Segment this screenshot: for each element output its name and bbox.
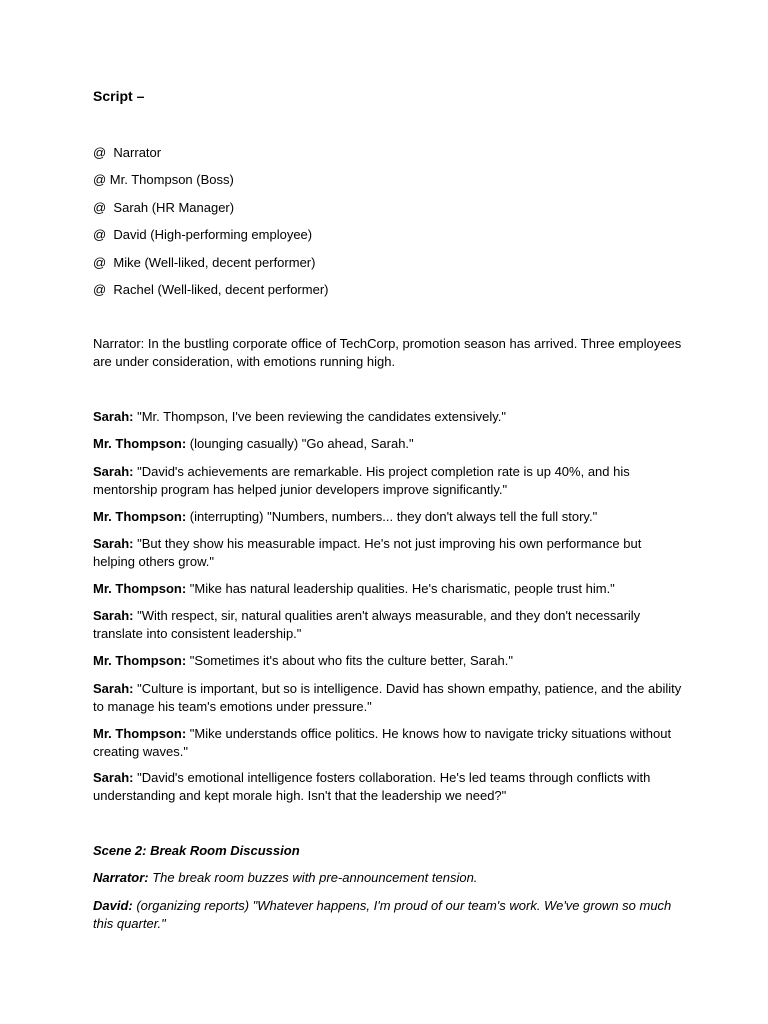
- cast-list: [93, 144, 328, 308]
- dialogue-text: (interrupting) "Numbers, numbers... they don't always tell the full story.": [186, 509, 598, 524]
- dialogue-text: (lounging casually) "Go ahead, Sarah.": [186, 436, 414, 451]
- cast-item-rachel: @ Rachel (Well-liked, decent performer): [93, 281, 329, 297]
- dialogue-line: [93, 463, 683, 499]
- speaker-name: Sarah:: [93, 681, 134, 696]
- dialogue-line: [93, 435, 683, 453]
- speaker-name: Sarah:: [93, 409, 134, 424]
- dialogue-text: (organizing reports) "Whatever happens, I'm proud of our team's work. We've grown so much this quarter.": [93, 898, 672, 931]
- speaker-name: Sarah:: [93, 770, 134, 785]
- speaker-name: Mr. Thompson:: [93, 509, 187, 524]
- speaker-name: Narrator:: [93, 870, 149, 885]
- speaker-name: Mr. Thompson:: [93, 726, 187, 741]
- dialogue-line: [93, 680, 683, 716]
- speaker-name: Sarah:: [93, 608, 134, 623]
- dialogue-line: [93, 897, 683, 933]
- speaker-name: Mr. Thompson:: [93, 581, 187, 596]
- dialogue-text: "But they show his measurable impact. He's not just improving his own performance but helping others grow.": [93, 536, 642, 569]
- dialogue-text: "David's emotional intelligence fosters collaboration. He's led teams through conflicts with understanding and kept morale high. Isn't that the leadership we need?": [93, 770, 651, 803]
- dialogue-text: "With respect, sir, natural qualities aren't always measurable, and they don't necessarily translate into consistent leadership.": [93, 608, 641, 641]
- script-title: Script –: [93, 88, 145, 104]
- scene-heading: Scene 2: Break Room Discussion: [93, 843, 300, 858]
- dialogue-line: [93, 508, 683, 526]
- dialogue-line: [93, 535, 683, 571]
- speaker-name: David:: [93, 898, 133, 913]
- dialogue-text: "Mike has natural leadership qualities. He's charismatic, people trust him.": [186, 581, 615, 596]
- speaker-name: Mr. Thompson:: [93, 436, 187, 451]
- cast-item-mr-thompson: @ Mr. Thompson (Boss): [93, 172, 234, 188]
- speaker-name: Sarah:: [93, 464, 134, 479]
- dialogue-line: [93, 408, 683, 426]
- dialogue-text: The break room buzzes with pre-announcement tension.: [148, 870, 478, 885]
- dialogue-text: "Mr. Thompson, I've been reviewing the candidates extensively.": [133, 409, 507, 424]
- dialogue-line: [93, 869, 683, 887]
- dialogue-text: "Mike understands office politics. He knows how to navigate tricky situations without creating waves.": [93, 726, 672, 759]
- dialogue-text: "David's achievements are remarkable. His project completion rate is up 40%, and his mentorship program has helped junior developers improve significantly.": [93, 464, 630, 497]
- cast-item-sarah: @ Sarah (HR Manager): [93, 199, 235, 215]
- cast-item-narrator: @ Narrator: [93, 145, 162, 160]
- dialogue-text: "Sometimes it's about who fits the culture better, Sarah.": [186, 653, 513, 668]
- dialogue-text: "Culture is important, but so is intelligence. David has shown empathy, patience, and the ability to manage his team's emotions under pressure.": [93, 681, 682, 714]
- intro-paragraph: Narrator: In the bustling corporate office of TechCorp, promotion season has arrived. Three employees are under consideration, with emotions running high.: [93, 336, 682, 369]
- cast-item-david: @ David (High-performing employee): [93, 227, 313, 243]
- dialogue-line: [93, 580, 683, 598]
- dialogue-line: [93, 652, 683, 670]
- cast-item-mike: @ Mike (Well-liked, decent performer): [93, 254, 316, 270]
- dialogue-line: [93, 725, 683, 761]
- speaker-name: Sarah:: [93, 536, 134, 551]
- dialogue-line: [93, 607, 683, 643]
- dialogue-line: [93, 769, 683, 805]
- speaker-name: Mr. Thompson:: [93, 653, 187, 668]
